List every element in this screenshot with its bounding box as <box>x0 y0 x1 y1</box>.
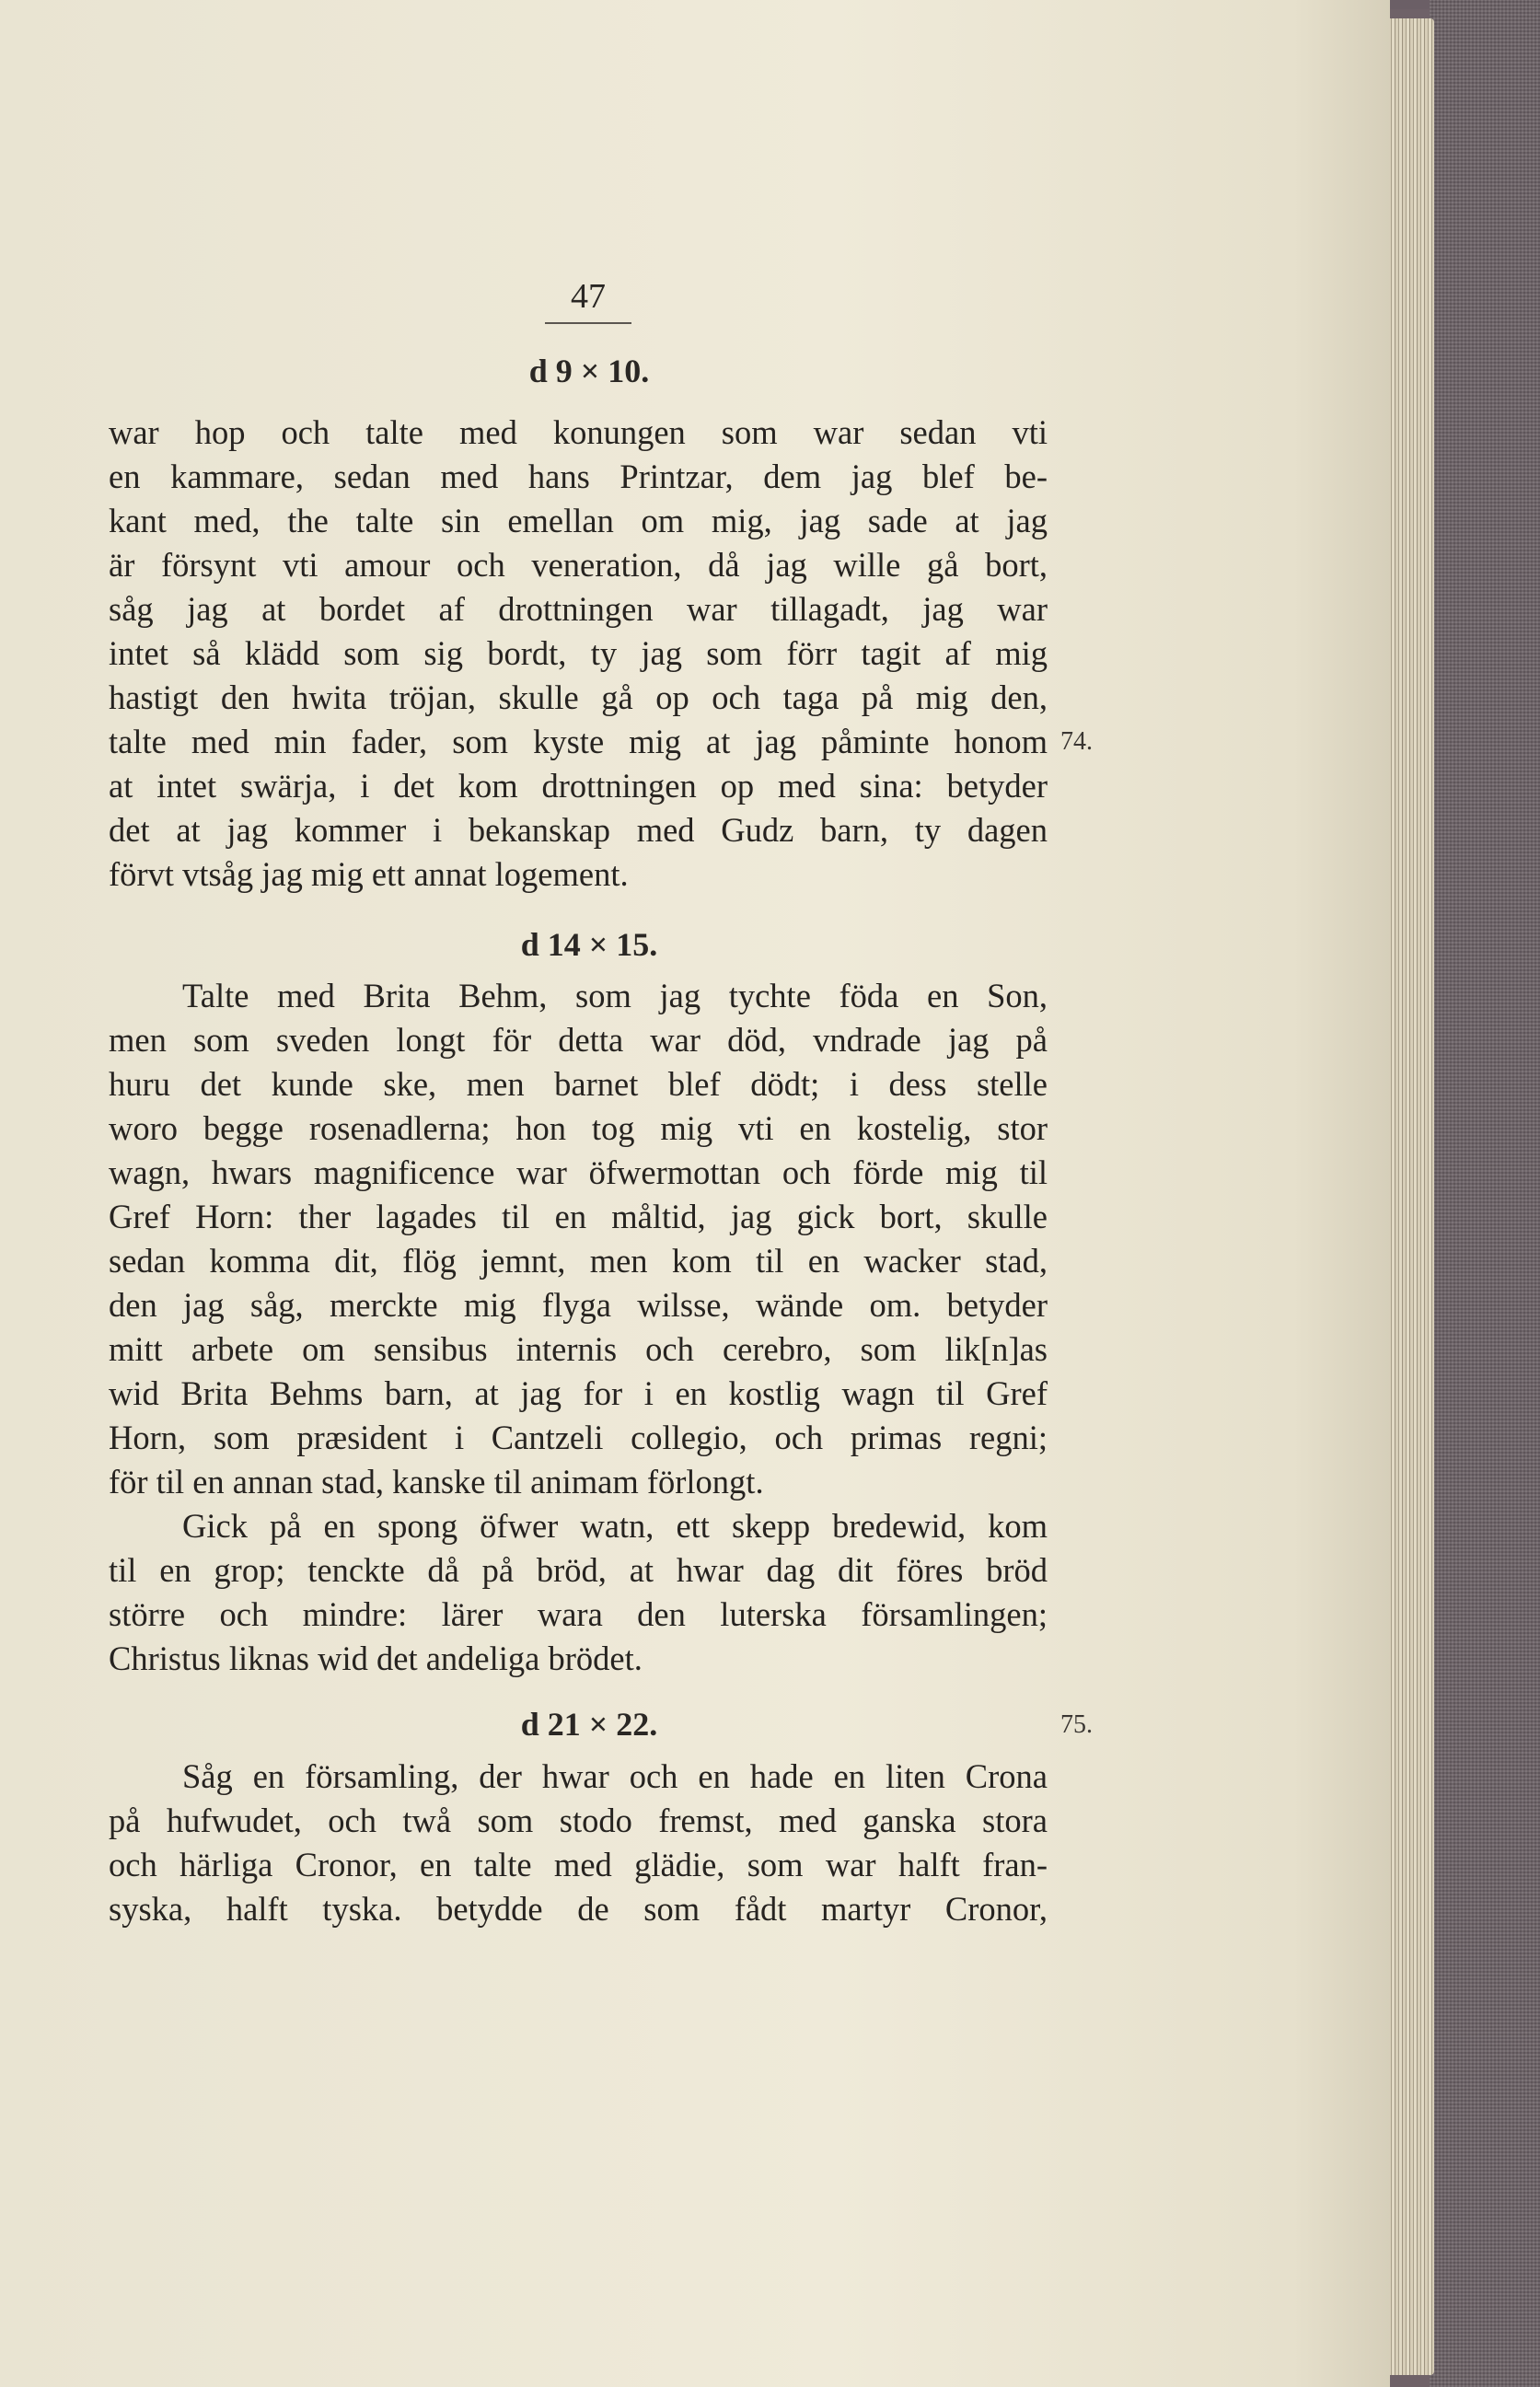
text-line: hastigt den hwita tröjan, skulle gå op och taga på mig den, <box>109 678 1048 716</box>
book-binding <box>1430 0 1540 2387</box>
text-line: och härliga Cronor, en talte med glädie, som war halft fran- <box>109 1846 1048 1883</box>
text-line: den jag såg, merckte mig flyga wilsse, wände om. betyder <box>109 1286 1048 1324</box>
text-line: det at jag kommer i bekanskap med Gudz barn, ty dagen <box>109 811 1048 849</box>
text-line: wagn, hwars magnificence war öfwermottan och förde mig til <box>109 1153 1048 1191</box>
text-line: en kammare, sedan med hans Printzar, dem jag blef be- <box>109 458 1048 495</box>
text-line: sedan komma dit, flög jemnt, men kom til en wacker stad, <box>109 1242 1048 1280</box>
text-line: förvt vtsåg jag mig ett annat logement. <box>109 855 629 893</box>
text-line: wid Brita Behms barn, at jag for i en kostlig wagn til Gref <box>109 1374 1048 1412</box>
text-line: woro begge rosenadlerna; hon tog mig vti en kostelig, stor <box>109 1109 1048 1147</box>
margin-note: 74. <box>1060 727 1093 756</box>
text-line: är försynt vti amour och veneration, då jag wille gå bort, <box>109 546 1048 584</box>
text-line: intet så klädd som sig bordt, ty jag som förr tagit af mig <box>109 634 1048 672</box>
text-line: syska, halft tyska. betydde de som fådt martyr Cronor, <box>109 1890 1048 1928</box>
text-line: men som sveden longt för detta war död, vndrade jag på <box>109 1021 1048 1059</box>
text-line: huru det kunde ske, men barnet blef dödt; i dess stelle <box>109 1065 1048 1103</box>
section-heading: d 9 × 10. <box>528 353 650 389</box>
text-line: såg jag at bordet af drottningen war tillagadt, jag war <box>109 590 1048 628</box>
text-line: för til en annan stad, kanske til animam förlongt. <box>109 1463 764 1501</box>
section-heading: d 14 × 15. <box>520 926 658 963</box>
section-heading: d 21 × 22. <box>520 1706 658 1743</box>
text-line: kant med, the talte sin emellan om mig, jag sade at jag <box>109 502 1048 539</box>
text-line: Talte med Brita Behm, som jag tychte föda en Son, <box>182 977 1048 1014</box>
text-line: war hop och talte med konungen som war sedan vti <box>109 413 1048 451</box>
text-line: mitt arbete om sensibus internis och cerebro, som lik[n]as <box>109 1330 1048 1368</box>
section-body <box>109 411 1048 897</box>
text-line: Såg en församling, der hwar och en hade en liten Crona <box>182 1757 1048 1795</box>
text-line: Christus liknas wid det andeliga brödet. <box>109 1640 643 1677</box>
text-line: Horn, som præsident i Cantzeli collegio, och primas regni; <box>109 1419 1048 1456</box>
text-line: Gick på en spong öfwer watn, ett skepp bredewid, kom <box>182 1507 1048 1545</box>
text-line: större och mindre: lärer wara den luterska församlingen; <box>109 1595 1048 1633</box>
section-body <box>109 1755 1048 1931</box>
page-number: 47 <box>545 276 631 324</box>
margin-note: 75. <box>1060 1710 1093 1739</box>
section-body <box>109 974 1048 1681</box>
text-line: på hufwudet, och twå som stodo fremst, med ganska stora <box>109 1802 1048 1839</box>
text-line: til en grop; tenckte då på bröd, at hwar dag dit föres bröd <box>109 1551 1048 1589</box>
text-line: at intet swärja, i det kom drottningen op med sina: betyder <box>109 767 1048 805</box>
text-line: talte med min fader, som kyste mig at jag påminte honom <box>109 723 1048 760</box>
text-line: Gref Horn: ther lagades til en måltid, jag gick bort, skulle <box>109 1198 1048 1235</box>
